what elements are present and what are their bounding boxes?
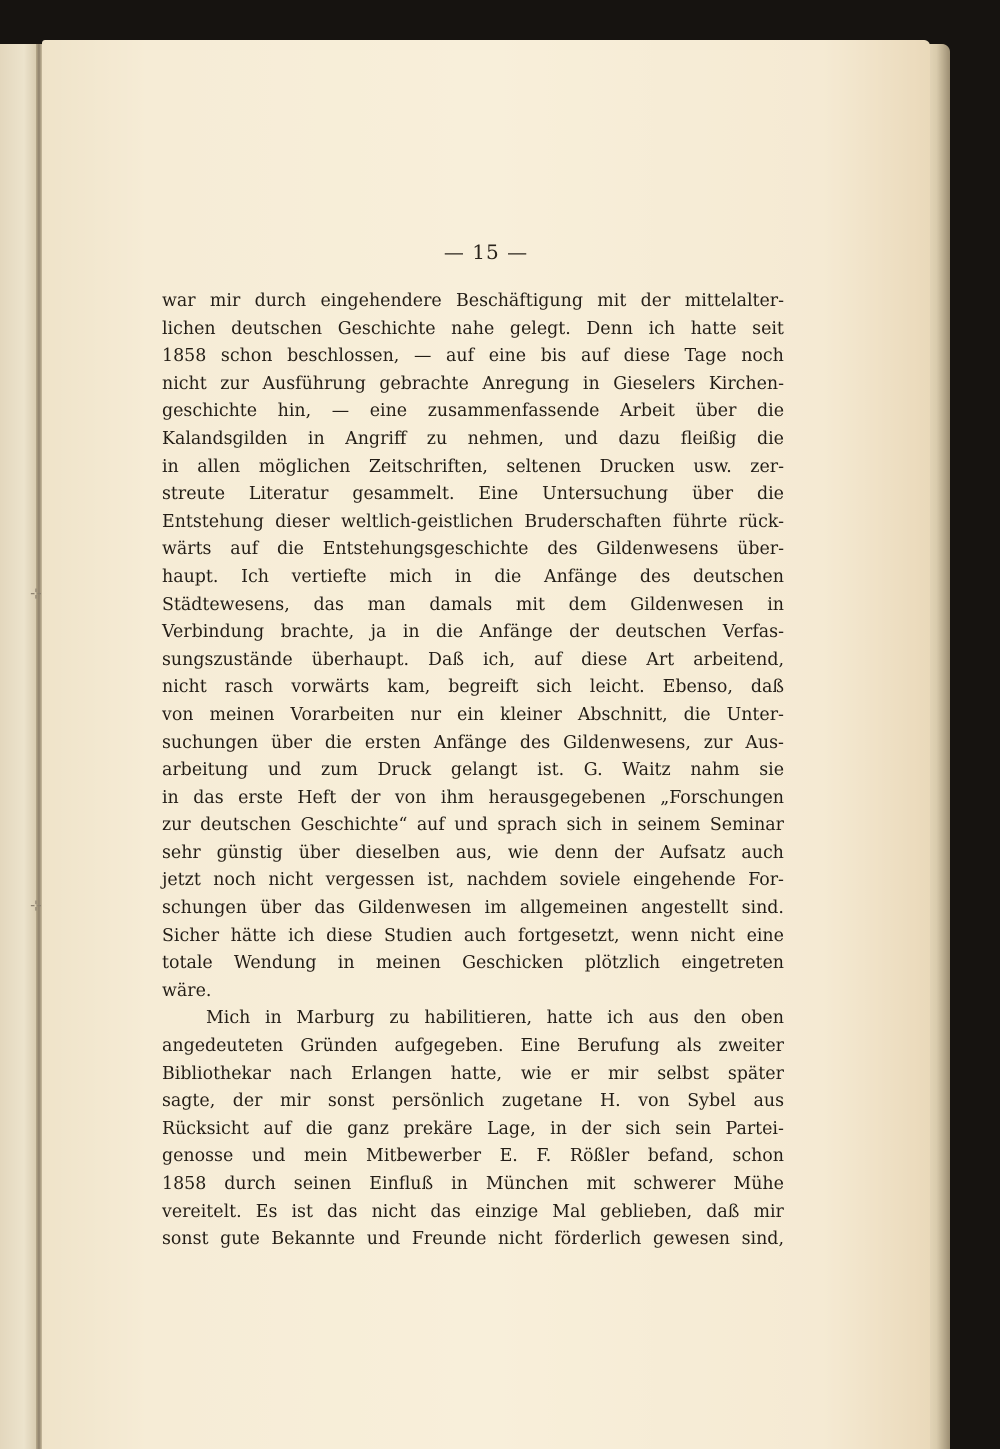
text-line: lichen deutschen Geschichte nahe gelegt. Denn ich hatte seit — [162, 318, 784, 339]
text-line: streute Literatur gesammelt. Eine Untersuchung über die — [162, 484, 784, 505]
text-line: Bibliothekar nach Erlangen hatte, wie er mir selbst später — [162, 1063, 784, 1084]
page-number: — 15 — — [443, 240, 529, 264]
text-line: Städtewesens, das man damals mit dem Gildenwesen in — [162, 594, 784, 615]
text-line: arbeitung und zum Druck gelangt ist. G. Waitz nahm sie — [162, 760, 784, 781]
text-line: sehr günstig über dieselben aus, wie denn der Aufsatz auch — [162, 842, 784, 863]
text-line: genosse und mein Mitbewerber E. F. Rößler befand, schon — [162, 1146, 784, 1167]
text-line: Verbindung brachte, ja in die Anfänge der deutschen Verfas- — [162, 622, 784, 643]
text-line: Entstehung dieser weltlich-geistlichen Bruderschaften führte rück- — [162, 511, 784, 532]
text-line: nicht zur Ausführung gebrachte Anregung in Gieselers Kirchen- — [162, 373, 784, 394]
book-page — [42, 40, 930, 1449]
text-line: in allen möglichen Zeitschriften, seltenen Drucken usw. zer- — [162, 456, 784, 477]
text-line: zur deutschen Geschichte“ auf und sprach sich in seinem Seminar — [162, 815, 784, 836]
text-line: sungszustände überhaupt. Daß ich, auf diese Art arbeitend, — [162, 649, 784, 670]
margin-mark: ⊹ — [30, 898, 42, 914]
text-line: haupt. Ich vertiefte mich in die Anfänge des deutschen — [162, 566, 784, 587]
text-line: suchungen über die ersten Anfänge des Gildenwesens, zur Aus- — [162, 732, 784, 753]
text-line: von meinen Vorarbeiten nur ein kleiner Abschnitt, die Unter- — [162, 704, 784, 725]
text-line: Rücksicht auf die ganz prekäre Lage, in der sich sein Partei- — [162, 1118, 784, 1139]
facing-page-edge — [0, 44, 40, 1449]
text-line: sagte, der mir sonst persönlich zugetane H. von Sybel aus — [162, 1091, 784, 1112]
text-line: 1858 schon beschlossen, — auf eine bis auf diese Tage noch — [162, 346, 784, 367]
text-line: wäre. — [162, 980, 212, 1001]
text-line: 1858 durch seinen Einfluß in München mit schwerer Mühe — [162, 1174, 784, 1194]
text-line: vereitelt. Es ist das nicht das einzige Mal geblieben, daß mir — [162, 1201, 784, 1222]
margin-mark: ⊹ — [30, 586, 42, 602]
text-line: sonst gute Bekannte und Freunde nicht förderlich gewesen sind, — [162, 1229, 784, 1250]
text-line: wärts auf die Entstehungsgeschichte des Gildenwesens über- — [162, 539, 784, 560]
text-line: jetzt noch nicht vergessen ist, nachdem soviele eingehende For- — [162, 870, 784, 891]
text-line: Sicher hätte ich diese Studien auch fortgesetzt, wenn nicht eine — [162, 925, 784, 946]
text-line: geschichte hin, — eine zusammenfassende Arbeit über die — [162, 401, 784, 422]
text-line: war mir durch eingehendere Beschäftigung mit der mittelalter- — [162, 291, 784, 311]
text-line: angedeuteten Gründen aufgegeben. Eine Berufung als zweiter — [162, 1036, 784, 1057]
text-line: Mich in Marburg zu habilitieren, hatte ich aus den oben — [206, 1008, 784, 1029]
text-line: in das erste Heft der von ihm herausgegebenen „Forschungen — [162, 787, 784, 808]
text-line: schungen über das Gildenwesen im allgemeinen angestellt sind. — [162, 898, 784, 919]
text-line: Kalandsgilden in Angriff zu nehmen, und dazu fleißig die — [162, 428, 784, 449]
text-line: totale Wendung in meinen Geschicken plötzlich eingetreten — [162, 953, 784, 974]
text-line: nicht rasch vorwärts kam, begreift sich leicht. Ebenso, daß — [162, 677, 784, 698]
body-text — [162, 288, 784, 1254]
